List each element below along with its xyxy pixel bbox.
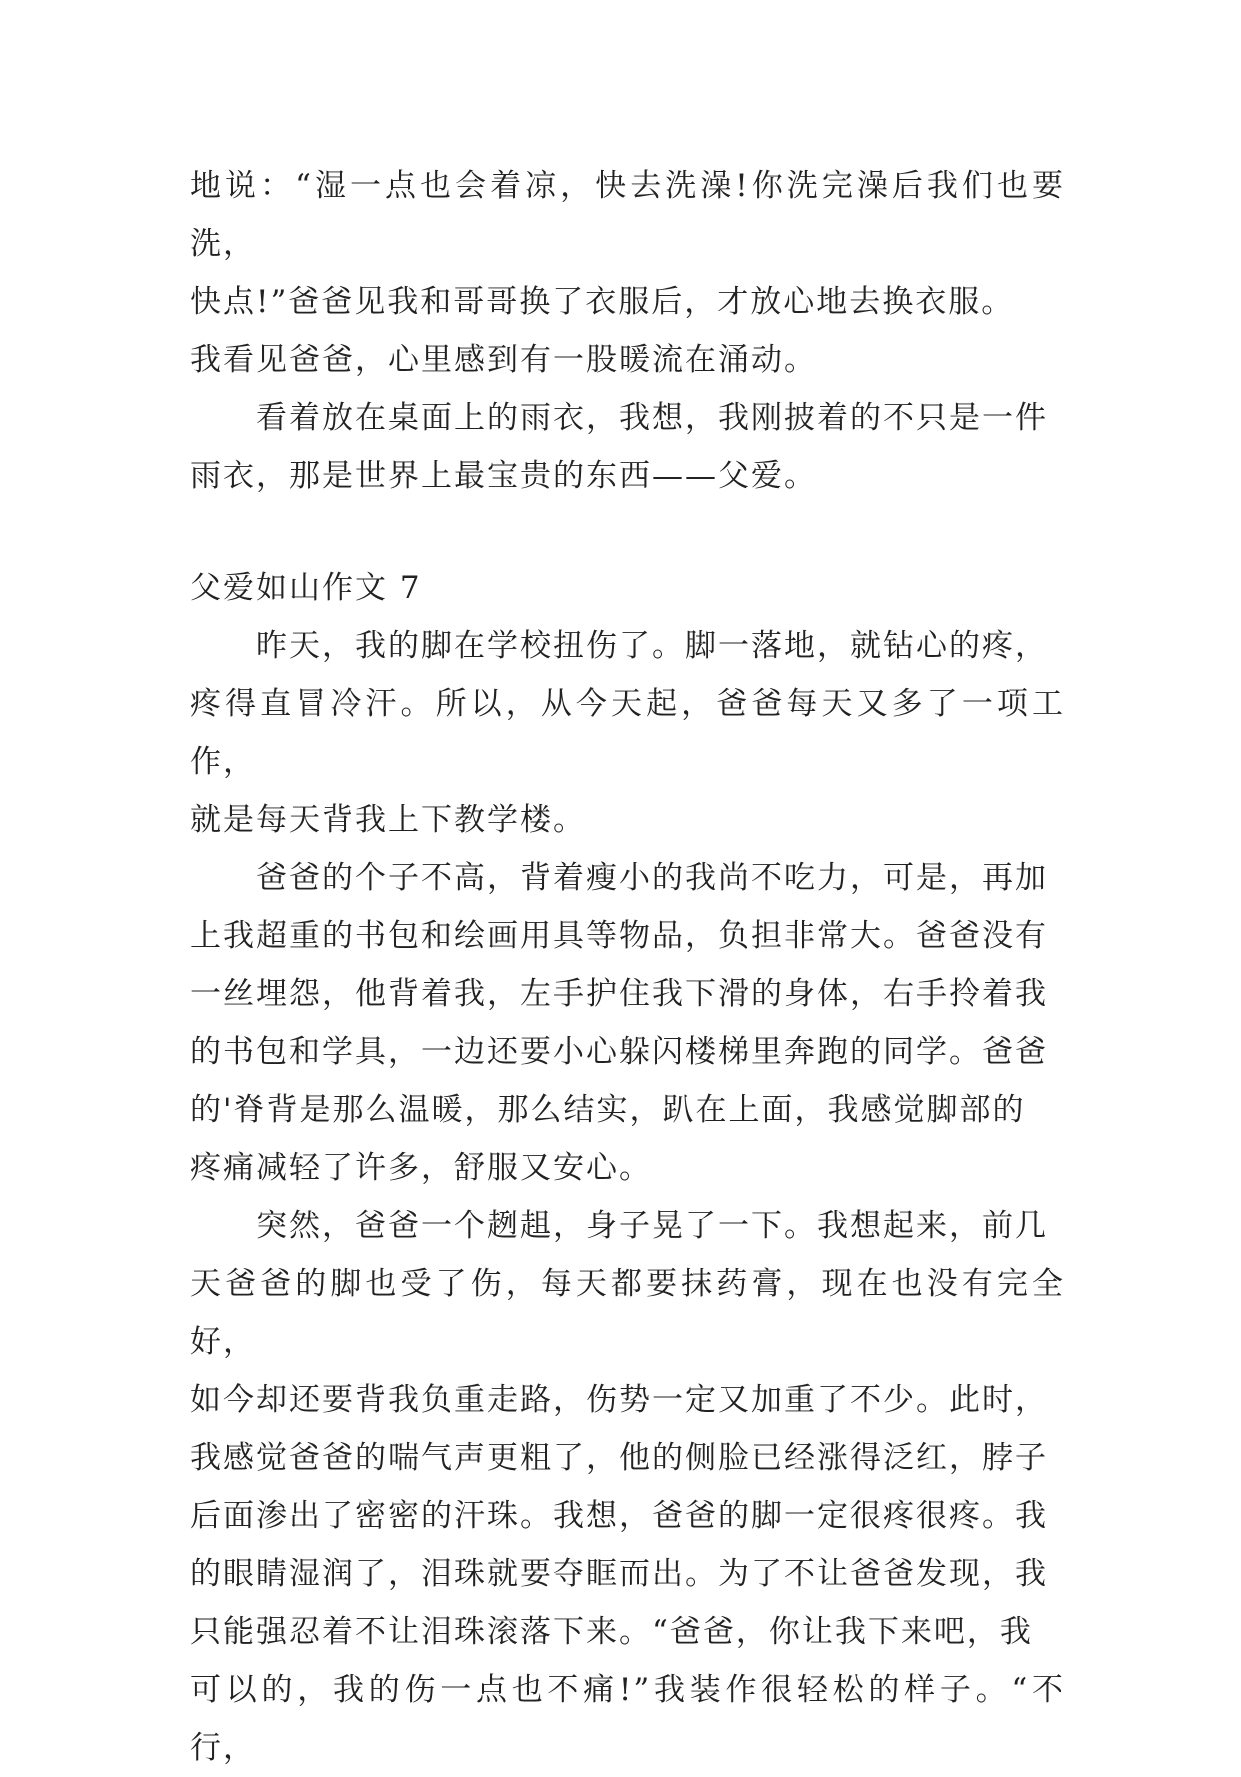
- paragraph-5: 突然，爸爸一个趔趄，身子晃了一下。我想起来，前几 天爸爸的脚也受了伤，每天都要抹药膏，现在也没有完全好， 如今却还要背我负重走路，伤势一定又加重了不少。此时， 我感觉爸爸的喘气声更粗了，他的侧脸已经涨得泛红，脖子 后面渗出了密密的汗珠。我想，爸爸的脚一定很疼很疼。我 的眼睛湿润了，泪珠就要夺眶而出。为了不让爸爸发现，我 只能强忍着不让泪珠滚落下来。“爸爸，你让我下来吧，我 可以的，我的伤一点也不痛!”我装作很轻松的样子。“不行，: [190, 1208, 1065, 1766]
- previous-essay-ending: [190, 157, 1065, 505]
- paragraph-2: 看着放在桌面上的雨衣，我想，我刚披着的不只是一件 雨衣，那是世界上最宝贵的东西——父爱。: [190, 400, 1048, 494]
- paragraph-3: 昨天，我的脚在学校扭伤了。脚一落地，就钻心的疼， 疼得直冒冷汗。所以，从今天起，爸爸每天又多了一项工作， 就是每天背我上下教学楼。: [190, 628, 1065, 838]
- paragraph-1: 地说：“湿一点也会着凉，快去洗澡!你洗完澡后我们也要洗， 快点!”爸爸见我和哥哥换了衣服后，才放心地去换衣服。 我看见爸爸，心里感到有一股暖流在涌动。: [190, 168, 1065, 378]
- essay-heading: 父爱如山作文 7: [190, 570, 422, 606]
- essay-7-body: [190, 617, 1065, 1777]
- paragraph-4: 爸爸的个子不高，背着瘦小的我尚不吃力，可是，再加 上我超重的书包和绘画用具等物品，负担非常大。爸爸没有 一丝埋怨，他背着我，左手护住我下滑的身体，右手拎着我 的书包和学具，一边还要小心躲闪楼梯里奔跑的同学。爸爸 的'脊背是那么温暖，那么结实，趴在上面，我感觉脚部的 疼痛减轻了许多，舒服又安心。: [190, 860, 1048, 1186]
- document-body: [190, 157, 1065, 1777]
